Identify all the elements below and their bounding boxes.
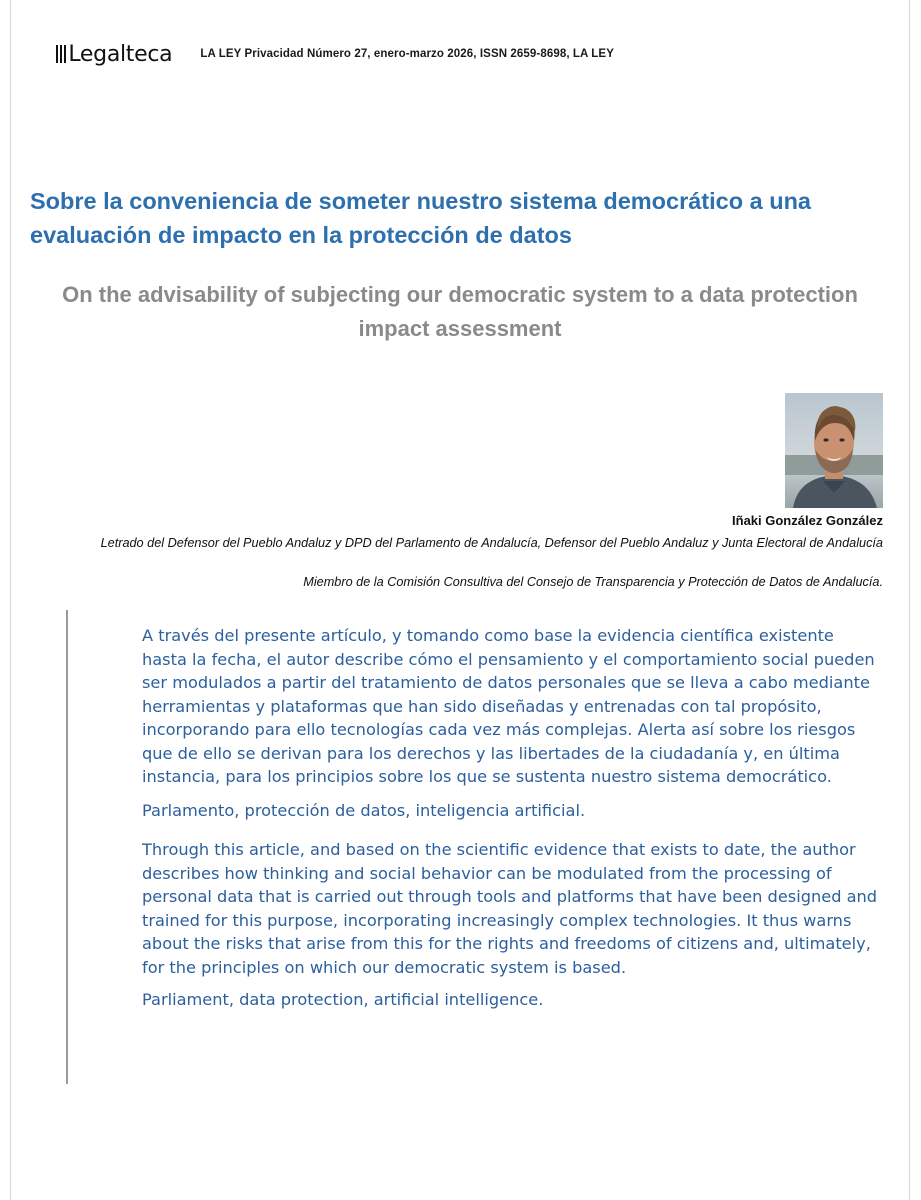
legalteca-logo[interactable]	[56, 36, 172, 72]
abstract-block	[142, 624, 882, 1012]
article-title-english: On the advisability of subjecting our democratic system to a data protection impact assessment	[62, 282, 858, 341]
author-portrait-icon	[785, 393, 883, 508]
abstract-vertical-rule	[66, 610, 68, 1084]
article-title-spanish: Sobre la conveniencia de someter nuestro sistema democrático a una evaluación de impacto en la protección de datos	[30, 188, 811, 248]
keywords-english: Parliament, data protection, artificial intelligence.	[142, 990, 544, 1009]
logo-bars-icon	[56, 45, 67, 63]
page-edge-left	[10, 0, 11, 1200]
keywords-spanish: Parlamento, protección de datos, inteligencia artificial.	[142, 800, 586, 820]
page-header	[56, 36, 876, 72]
author-photo	[785, 393, 883, 508]
logo-text: Legalteca	[68, 41, 173, 67]
page-edge-right	[909, 0, 910, 1200]
abstract-english: Through this article, and based on the scientific evidence that exists to date, the author describes how thinking and social behavior can be modulated from the processing of personal data that is carried out through tools and platforms that have been designed and trained for this purpose, incorporating increasingly complex technologies. It thus warns about the risks that arise from this for the rights and freedoms of citizens and, ultimately, for the principles on which our democratic system is based.	[142, 840, 878, 977]
abstract-spanish: A través del presente artículo, y tomando como base la evidencia científica existente hasta la fecha, el autor describe cómo el pensamiento y el comportamiento social pueden ser modulados a partir del tratamiento de datos personales que se lleva a cabo mediante herramientas y plataformas que han sido diseñadas y entrenadas con tal propósito, incorporando para ello tecnologías cada vez más complejas. Alerta así sobre los riesgos que de ello se derivan para los derechos y las libertades de la ciudadanía y, en última instancia, para los principios sobre los que se sustenta nuestro sistema democrático.	[142, 626, 875, 786]
author-affiliation-secondary: Miembro de la Comisión Consultiva del Consejo de Transparencia y Protección de Datos de Andalucía.	[303, 575, 883, 589]
author-affiliation-primary: Letrado del Defensor del Pueblo Andaluz y DPD del Parlamento de Andalucía, Defensor del Pueblo Andaluz y Junta Electoral de Andalucía	[100, 536, 883, 550]
author-name: Iñaki González González	[732, 513, 883, 528]
journal-reference: LA LEY Privacidad Número 27, enero-marzo 2026, ISSN 2659-8698, LA LEY	[200, 48, 614, 60]
